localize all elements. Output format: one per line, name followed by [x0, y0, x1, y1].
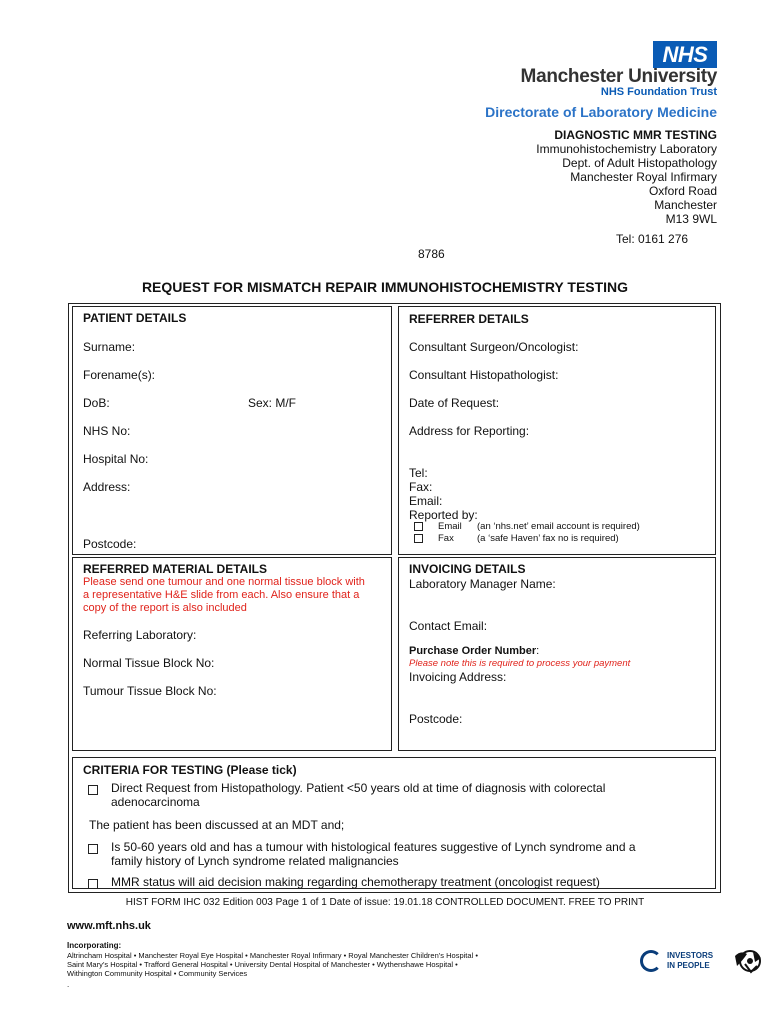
report-email-option: Email	[438, 521, 462, 532]
incorporating-heading: Incorporating:	[67, 941, 122, 950]
po-number-text: Purchase Order Number	[409, 645, 537, 657]
criteria-1-line: adenocarcinoma	[111, 795, 200, 809]
forename-label: Forename(s):	[83, 368, 156, 382]
address-line: M13 9WL	[665, 212, 717, 226]
footer-dot: .	[67, 980, 70, 989]
lab-tel-cont: 8786	[418, 247, 445, 261]
invoicing-details-heading: INVOICING DETAILS	[409, 562, 526, 576]
address-line: Immunohistochemistry Laboratory	[536, 142, 717, 156]
surgeon-label: Consultant Surgeon/Oncologist:	[409, 340, 579, 354]
criteria-3-text: MMR status will aid decision making regarding chemotherapy treatment (oncologist request)	[111, 875, 600, 889]
form-reference: HIST FORM IHC 032 Edition 003 Page 1 of 1 Date of issue: 19.01.18 CONTROLLED DOCUMENT. FREE TO PRINT	[125, 897, 645, 908]
incorporating-line: Saint Mary’s Hospital • Trafford General Hospital • University Dental Hospital of Manchester • Wythenshawe Hospital •	[67, 960, 458, 969]
reporting-address-label: Address for Reporting:	[409, 424, 530, 438]
incorporating-line: Withington Community Hospital • Community Services	[67, 969, 248, 978]
hospital-no-label: Hospital No:	[83, 452, 149, 466]
criteria-3-checkbox[interactable]	[88, 875, 98, 893]
address-line: DIAGNOSTIC MMR TESTING	[554, 128, 717, 142]
criteria-2-line: family history of Lynch syndrome related malignancies	[111, 854, 399, 868]
patient-address-label: Address:	[83, 480, 131, 494]
report-email-note: (an ‘nhs.net’ email account is required)	[477, 521, 640, 532]
address-line: Dept. of Adult Histopathology	[562, 156, 717, 170]
criteria-heading: CRITERIA FOR TESTING (Please tick)	[83, 763, 297, 777]
address-line: Manchester Royal Infirmary	[570, 170, 717, 184]
address-line: Manchester	[654, 198, 717, 212]
referrer-details-heading: REFERRER DETAILS	[409, 312, 529, 326]
lab-manager-label: Laboratory Manager Name:	[409, 577, 556, 591]
report-fax-note: (a ‘safe Haven’ fax no is required)	[477, 533, 619, 544]
lab-address	[536, 128, 717, 226]
reported-by-label: Reported by:	[409, 508, 478, 522]
contact-email-label: Contact Email:	[409, 619, 488, 633]
po-note: Please note this is required to process your payment	[409, 658, 631, 669]
po-number-label	[409, 645, 539, 657]
material-note	[83, 576, 383, 615]
report-email-checkbox[interactable]	[414, 521, 423, 532]
sex-label: Sex: M/F	[248, 396, 297, 410]
tumour-block-label: Tumour Tissue Block No:	[83, 684, 217, 698]
org-name: Manchester University	[520, 66, 717, 87]
incorporating-line: Altrincham Hospital • Manchester Royal Eye Hospital • Manchester Royal Infirmary • Royal Manchester Children’s Hospital •	[67, 951, 478, 960]
address-line: Oxford Road	[648, 184, 717, 198]
invoicing-address-label: Invoicing Address:	[409, 670, 507, 684]
referrer-tel-label: Tel:	[409, 466, 428, 480]
patient-postcode-label: Postcode:	[83, 537, 137, 551]
invoicing-postcode-label: Postcode:	[409, 712, 463, 726]
referrer-email-label: Email:	[409, 494, 443, 508]
material-note-line: a representative H&E slide from each. Also ensure that a	[83, 589, 360, 601]
iip-line: INVESTORS	[667, 951, 714, 960]
directorate-title: Directorate of Laboratory Medicine	[485, 104, 717, 120]
lab-tel: Tel: 0161 276	[616, 232, 689, 246]
histopathologist-label: Consultant Histopathologist:	[409, 368, 559, 382]
form-title: REQUEST FOR MISMATCH REPAIR IMMUNOHISTOCHEMISTRY TESTING	[141, 279, 629, 295]
investors-in-people-icon	[640, 950, 662, 972]
referrer-fax-label: Fax:	[409, 480, 433, 494]
material-details-heading: REFERRED MATERIAL DETAILS	[83, 562, 268, 576]
referring-lab-label: Referring Laboratory:	[83, 628, 197, 642]
criteria-1-checkbox[interactable]	[88, 781, 98, 799]
mdt-statement: The patient has been discussed at an MDT and;	[89, 818, 345, 832]
dob-label: DoB:	[83, 396, 110, 410]
iip-line: IN PEOPLE	[667, 961, 710, 970]
request-date-label: Date of Request:	[409, 396, 500, 410]
criteria-2-checkbox[interactable]	[88, 840, 98, 858]
surname-label: Surname:	[83, 340, 136, 354]
po-number-colon: :	[536, 645, 540, 657]
normal-block-label: Normal Tissue Block No:	[83, 656, 215, 670]
website-link[interactable]: www.mft.nhs.uk	[67, 920, 151, 932]
criteria-1-text	[111, 781, 605, 809]
criteria-1-line: Direct Request from Histopathology. Patient <50 years old at time of diagnosis with colorectal	[111, 781, 606, 795]
material-note-line: copy of the report is also included	[83, 602, 247, 614]
report-fax-checkbox[interactable]	[414, 533, 423, 544]
patient-details-heading: PATIENT DETAILS	[83, 311, 187, 325]
award-emblem-icon	[733, 946, 765, 976]
nhs-logo: NHS	[653, 41, 717, 68]
criteria-2-line: Is 50-60 years old and has a tumour with histological features suggestive of Lynch syndrome and a	[111, 840, 636, 854]
trust-name: NHS Foundation Trust	[600, 86, 717, 98]
nhs-no-label: NHS No:	[83, 424, 131, 438]
criteria-2-text	[111, 840, 636, 868]
material-note-line: Please send one tumour and one normal tissue block with	[83, 576, 365, 588]
investors-in-people-logo	[667, 951, 713, 971]
report-fax-option: Fax	[438, 533, 454, 544]
